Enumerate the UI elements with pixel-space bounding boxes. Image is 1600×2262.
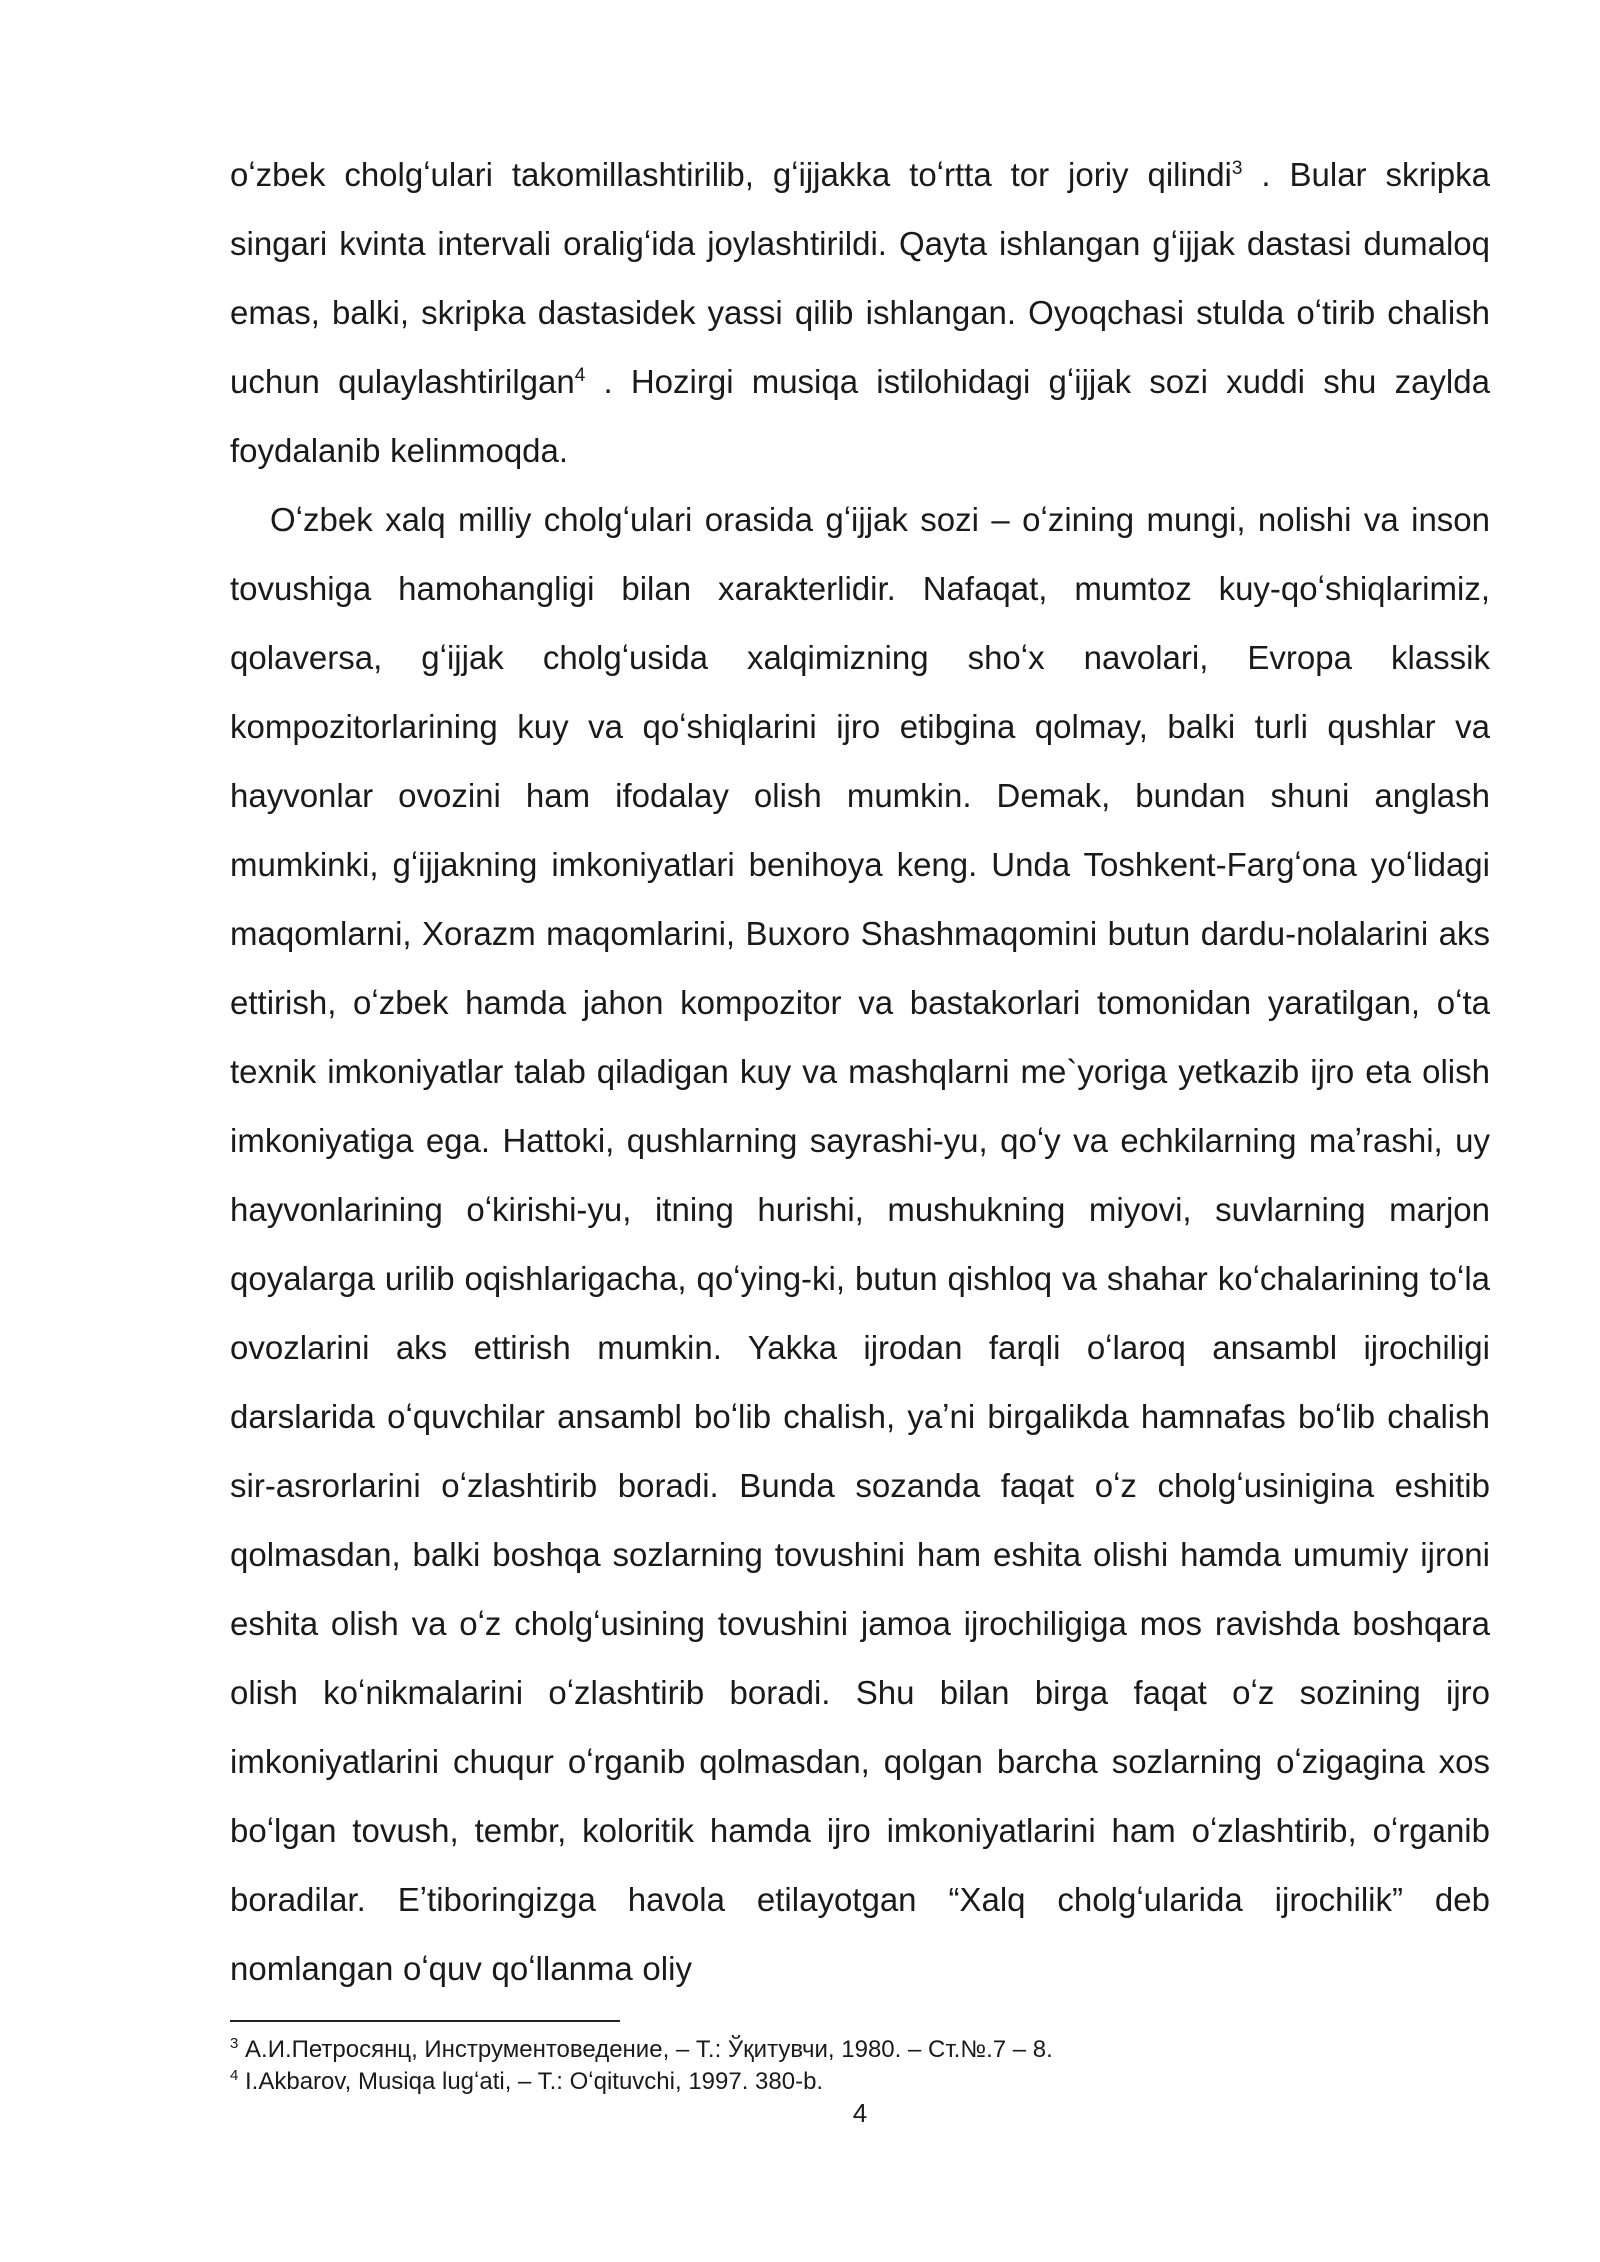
footnotes: [230, 2034, 1490, 2098]
footnote-text: А.И.Петросянц, Инструментоведение, – Т.: Ўқитувчи, 1980. – Ст.№.7 – 8.: [238, 2036, 1053, 2063]
paragraph-1-text-b: . Bular skripka singari kvinta intervali oraligʻida joylashtirildi. Qayta ishlangan gʻijjak dastasi dumaloq emas, balki, skripka dastasidek yassi qilib ishlangan. Oyoqchasi stulda oʻtirib chalish uchun qulaylashtirilgan: [230, 156, 1490, 400]
paragraph-2: Oʻzbek xalq milliy cholgʻulari orasida gʻijjak sozi – oʻzining mungi, nolishi va inson tovushiga hamohangligi bilan xarakterlidir. Nafaqat, mumtoz kuy-qoʻshiqlarimiz, qolaversa, gʻijjak cholgʻusida xalqimizning shoʻx navolari, Evropa klassik kompozitorlarining kuy va qoʻshiqlarini ijro etibgina qolmay, balki turli qushlar va hayvonlar ovozini ham ifodalay olish mumkin. Demak, bundan shuni anglash mumkinki, gʻijjakning imkoniyatlari benihoya keng. Unda Toshkent-Fargʻona yoʻlidagi maqomlarni, Xorazm maqomlarini, Buxoro Shashmaqomini butun dardu-nolalarini aks ettirish, oʻzbek hamda jahon kompozitor va bastakorlari tomonidan yaratilgan, oʻta texnik imkoniyatlar talab qiladigan kuy va mashqlarni me`yoriga yetkazib ijro eta olish imkoniyatiga ega. Hattoki, qushlarning sayrashi-yu, qoʻy va echkilarning maʼrashi, uy hayvonlarining oʻkirishi-yu, itning hurishi, mushukning miyovi, suvlarning marjon qoyalarga urilib oqishlarigacha, qoʻying-ki, butun qishloq va shahar koʻchalarining toʻla ovozlarini aks ettirish mumkin. Yakka ijrodan farqli oʻlaroq ansambl ijrochiligi darslarida oʻquvchilar ansambl boʻlib chalish, yaʼni birgalikda hamnafas boʻlib chalish sir-asrorlarini oʻzlashtirib boradi. Bunda sozanda faqat oʻz cholgʻusinigina eshitib qolmasdan, balki boshqa sozlarning tovushini ham eshita olishi hamda umumiy ijroni eshita olish va oʻz cholgʻusining tovushini jamoa ijrochiligiga mos ravishda boshqara olish koʻnikmalarini oʻzlashtirib boradi. Shu bilan birga faqat oʻz sozining ijro imkoniyatlarini chuqur oʻrganib qolmasdan, qolgan barcha sozlarning oʻzigagina xos boʻlgan tovush, tembr, koloritik hamda ijro imkoniyatlarini ham oʻzlashtirib, oʻrganib boradilar. Eʼtiboringizga havola etilayotgan “Xalq cholgʻularida ijrochilik” deb nomlangan oʻquv qoʻllanma oliy: [230, 501, 1490, 1987]
paragraph-1-text-c: . Hozirgi musiqa istilohidagi gʻijjak sozi xuddi shu zaylda foydalanib kelinmoqda.: [230, 363, 1490, 469]
footnote-number: 3: [230, 2035, 239, 2052]
footnote-4: [230, 2066, 1490, 2098]
paragraph-1-text-a: oʻzbek cholgʻulari takomillashtirilib, gʻijjakka toʻrtta tor joriy qilindi: [230, 156, 1232, 193]
footnote-3: [230, 2034, 1490, 2066]
footnote-ref-4[interactable]: 4: [574, 365, 586, 386]
paragraph-1: [230, 140, 1490, 485]
footnote-number: 4: [230, 2067, 239, 2084]
body-text: [230, 140, 1490, 2003]
footnote-text: I.Akbarov, Musiqa lugʻati, – T.: Oʻqituvchi, 1997. 380-b.: [238, 2068, 824, 2095]
footnote-separator: [230, 2020, 620, 2022]
page-number: 4: [852, 2098, 868, 2128]
footnote-ref-3[interactable]: 3: [1231, 158, 1243, 179]
